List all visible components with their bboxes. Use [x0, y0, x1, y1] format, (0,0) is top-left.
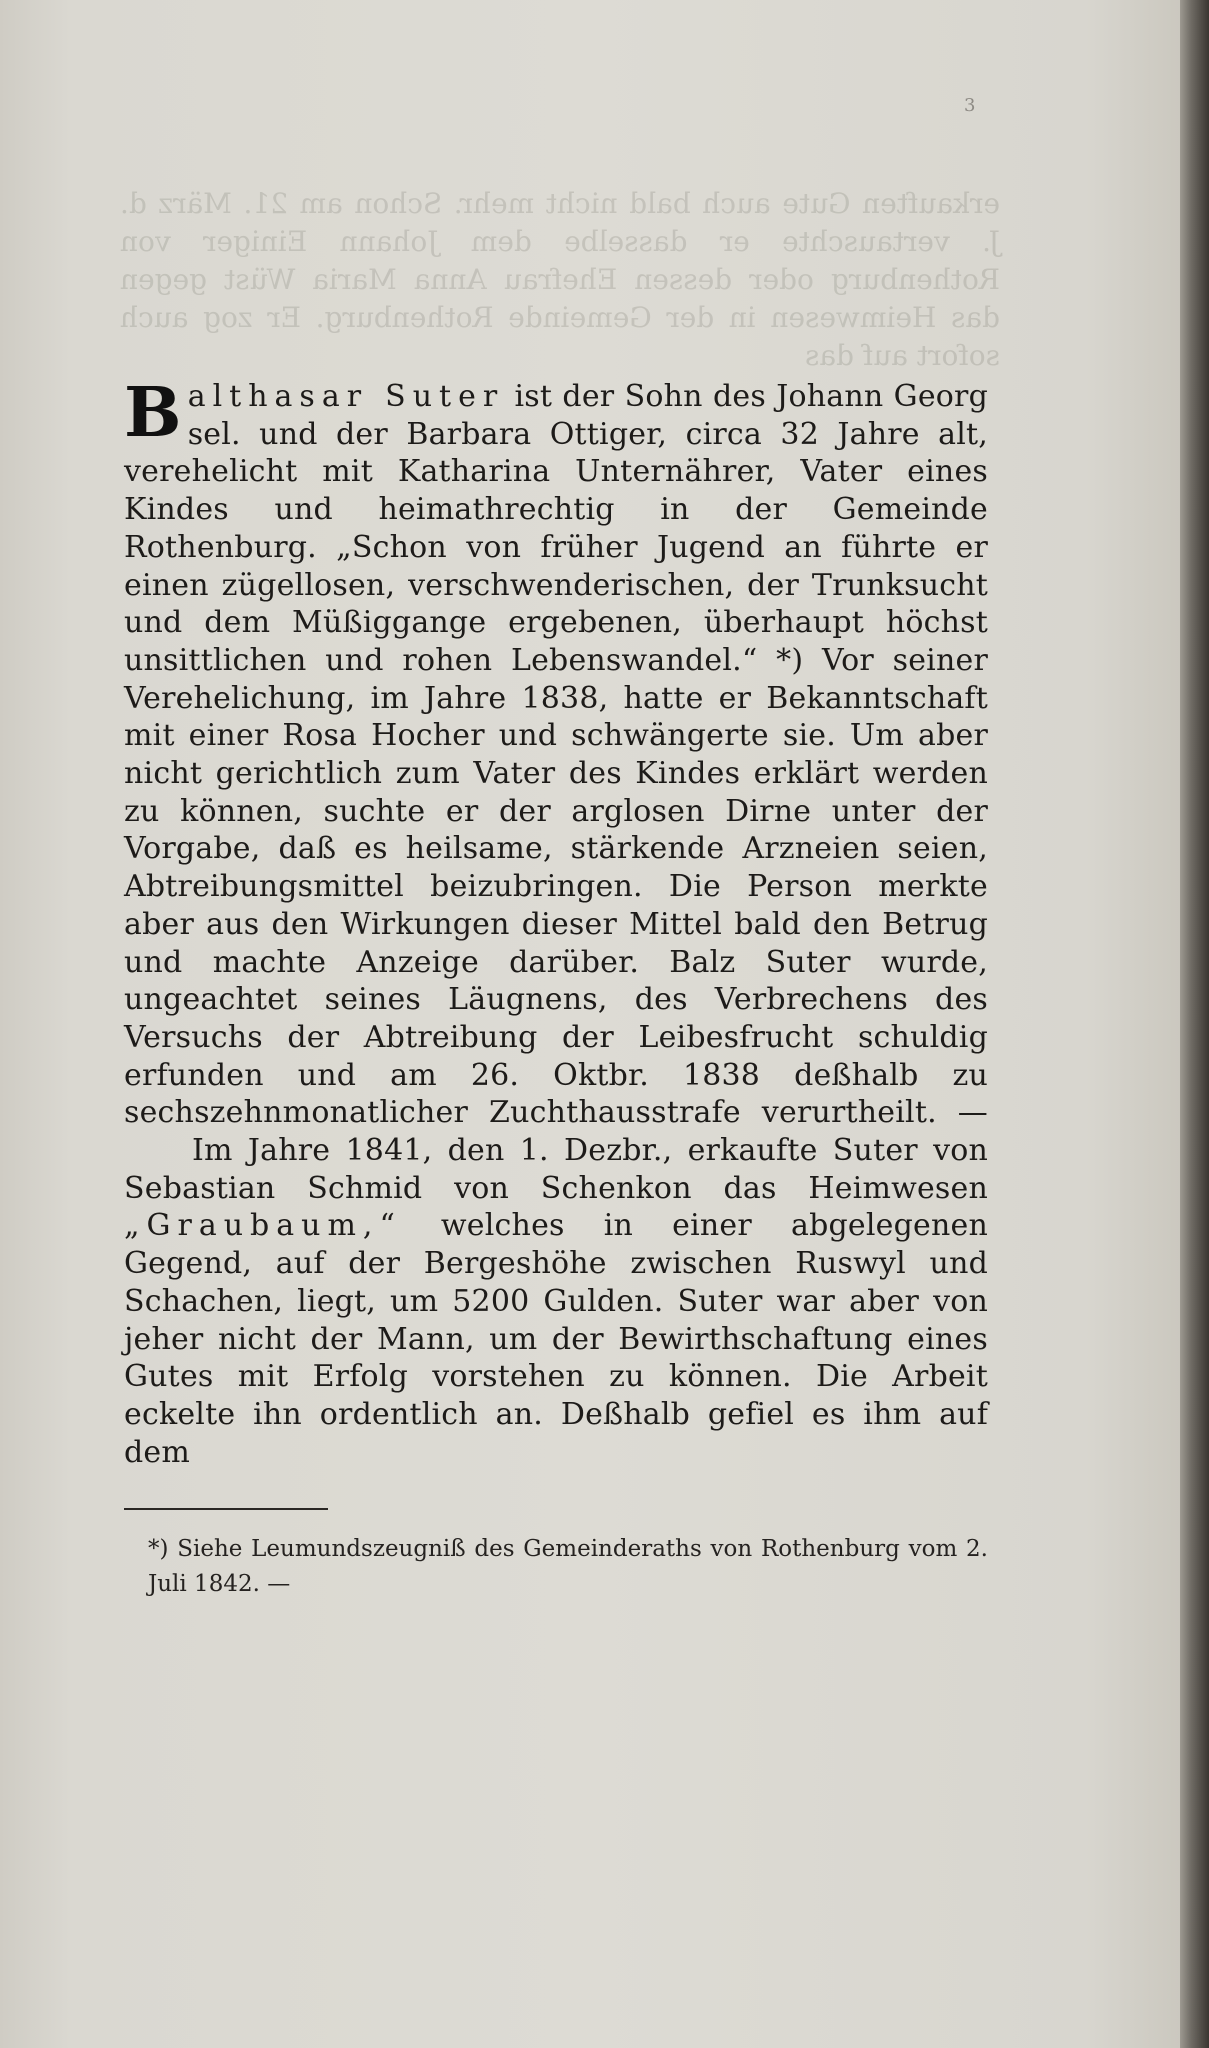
estate-name: „Graubaum,“ — [124, 1208, 402, 1244]
footnote: *) Siehe Leumundszeugniß des Gemeinderaths von Rothenburg vom 2. Juli 1842. — — [148, 1536, 988, 1597]
paragraph-2 — [124, 1132, 988, 1471]
footnote-divider — [124, 1508, 328, 1510]
page-mark: 3 — [964, 95, 976, 116]
page-edge-shadow — [1180, 0, 1209, 2048]
person-name: althasar Suter — [187, 379, 505, 414]
paragraph-1 — [124, 373, 988, 1132]
body-text — [124, 373, 988, 1471]
paragraph-1-text: ist der Sohn des Johann Georg sel. und der Barbara Ottiger, circa 32 Jahre alt, verehelicht mit Katharina Unternährer, Vater eines Kindes und heimathrechtig in der Gemeinde Rothenburg. „Schon von früher Jugend an führte er einen zügellosen, verschwenderischen, der Trunksucht und dem Müßiggange ergebenen, überhaupt höchst unsittlichen und rohen Lebenswandel.“ *) Vor seiner Verehelichung, im Jahre 1838, hatte er Bekanntschaft mit einer Rosa Hocher und schwängerte sie. Um aber nicht gerichtlich zum Vater des Kindes erklärt werden zu können, suchte er der arglosen Dirne unter der Vorgabe, daß es heilsame, stärkende Arzneien seien, Abtreibungsmittel beizubringen. Die Person merkte aber aus den Wirkungen dieser Mittel bald den Betrug und machte Anzeige darüber. Balz Suter wurde, ungeachtet seines Läugnens, des Verbrechens des Versuchs der Abtreibung der Leibesfrucht schuldig erfunden und am 26. Oktbr. 1838 deßhalb zu sechszehnmonatlicher Zuchthausstrafe verurtheilt. — — [124, 379, 988, 1131]
bleed-through-text: erkauften Gute auch bald nicht mehr. Schon am 21. März d. J. vertauschte er dasselbe dem Johann Einiger von Rothenburg oder dessen Ehefrau Anna Maria Wüst gegen das Heimwesen in der Gemeinde Rothenburg. Er zog auch sofort auf das — [120, 187, 1000, 372]
paragraph-2-start: Im Jahre 1841, den 1. Dezbr., erkaufte Suter von Sebastian Schmid von Schenkon das Heimwesen — [124, 1133, 988, 1206]
paragraph-2-text: welches in einer abgelegenen Gegend, auf der Bergeshöhe zwischen Ruswyl und Schachen, liegt, um 5200 Gulden. Suter war aber von jeher nicht der Mann, um der Bewirthschaftung eines Gutes mit Erfolg vorstehen zu können. Die Arbeit eckelte ihn ordentlich an. Deßhalb gefiel es ihm auf dem — [124, 1208, 988, 1470]
drop-cap: B — [124, 373, 182, 453]
